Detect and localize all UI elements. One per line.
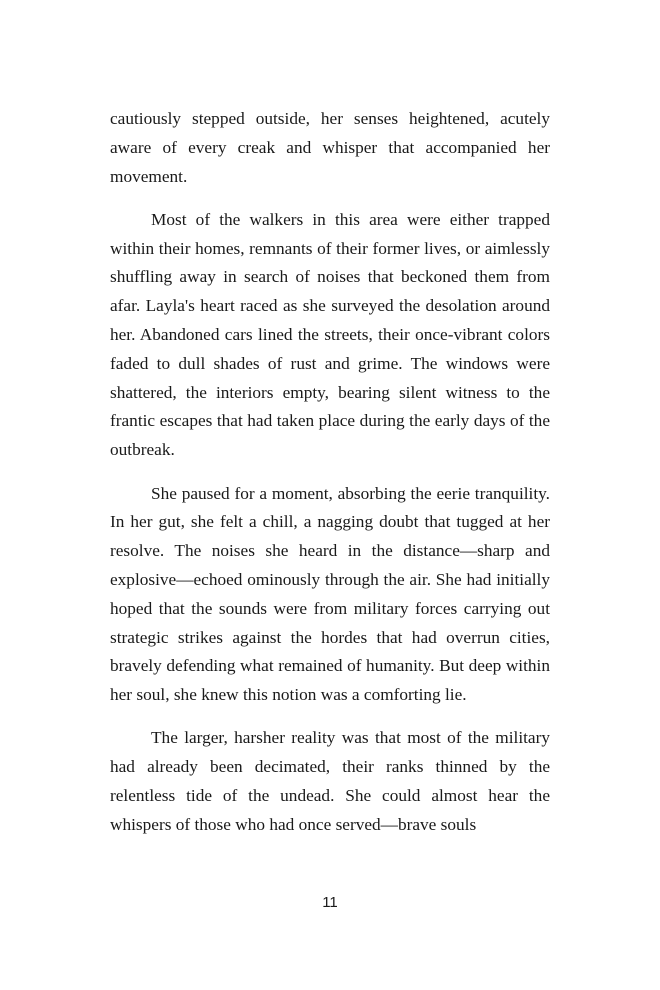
paragraph: The larger, harsher reality was that most of the military had already been decimated, their ranks thinned by the relentless tide of the undead. She could almost hear the whispers of those who had once served—brave souls xyxy=(110,728,550,834)
paragraph-continued: cautiously stepped outside, her senses heightened, acutely aware of every creak and whisper that accompanied her movement. xyxy=(110,109,550,186)
paragraph: She paused for a moment, absorbing the eerie tranquility. In her gut, she felt a chill, a nagging doubt that tugged at her resolve. The noises she heard in the distance—sharp and explosive—echoed ominously through the air. She had initially hoped that the sounds were from military forces carrying out strategic strikes against the hordes that had overrun cities, bravely defending what remained of humanity. But deep within her soul, she knew this notion was a comforting lie. xyxy=(110,483,550,705)
paragraph: Most of the walkers in this area were either trapped within their homes, remnants of their former lives, or aimlessly shuffling away in search of noises that beckoned them from afar. Layla's heart raced as she surveyed the desolation around her. Abandoned cars lined the streets, their once-vibrant colors faded to dull shades of rust and grime. The windows were shattered, the interiors empty, bearing silent witness to the frantic escapes that had taken place during the early days of the outbreak. xyxy=(110,209,550,460)
body-text xyxy=(110,105,550,854)
page-number: 11 xyxy=(322,894,338,911)
